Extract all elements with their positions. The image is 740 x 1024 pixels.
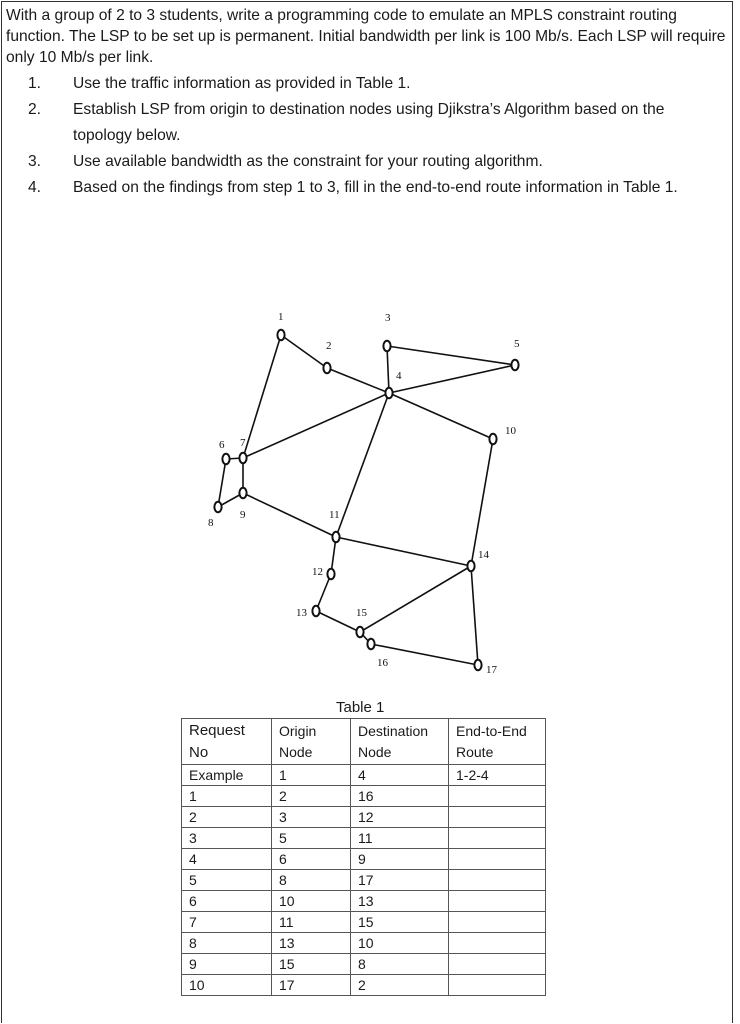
table-row	[182, 807, 546, 828]
header-request-no: Request No	[182, 719, 272, 765]
node-9	[239, 488, 246, 498]
instruction-step	[28, 97, 718, 149]
cell-destination-node: 16	[351, 786, 449, 807]
cell-end-to-end-route[interactable]	[449, 954, 546, 975]
instruction-step	[28, 71, 718, 97]
cell-destination-node: 11	[351, 828, 449, 849]
step-text: Based on the findings from step 1 to 3, fill in the end-to-end route information in Table 1.	[73, 179, 678, 196]
table-caption: Table 1	[336, 699, 385, 716]
header-origin-node: Origin Node	[272, 719, 351, 765]
cell-destination-node: 8	[351, 954, 449, 975]
table-row	[182, 975, 546, 996]
step-number: 1.	[28, 75, 42, 92]
cell-origin-node: 1	[272, 765, 351, 786]
link-6-8	[218, 459, 226, 507]
node-label-12: 12	[312, 566, 323, 578]
intro-paragraph: With a group of 2 to 3 students, write a programming code to emulate an MPLS constraint routing function. The LSP to be set up is permanent. Initial bandwidth per link is 100 Mb/s. Each LSP will require only 10 Mb/s per link.	[6, 7, 726, 66]
step-number: 4.	[28, 179, 42, 196]
cell-request-no: 3	[182, 828, 272, 849]
instruction-list	[28, 71, 718, 201]
table-row	[182, 786, 546, 807]
step-number: 3.	[28, 153, 42, 170]
node-label-3: 3	[385, 312, 391, 324]
cell-request-no: 2	[182, 807, 272, 828]
link-9-11	[243, 493, 336, 537]
route-table	[181, 718, 546, 996]
cell-request-no: 9	[182, 954, 272, 975]
cell-end-to-end-route[interactable]	[449, 849, 546, 870]
node-label-13: 13	[296, 607, 307, 619]
cell-origin-node: 10	[272, 891, 351, 912]
node-7	[239, 453, 246, 463]
node-17	[474, 660, 481, 670]
table-row	[182, 933, 546, 954]
node-3	[383, 341, 390, 351]
cell-origin-node: 11	[272, 912, 351, 933]
node-label-1: 1	[278, 311, 284, 323]
table-row	[182, 870, 546, 891]
node-16	[367, 639, 374, 649]
cell-request-no: Example	[182, 765, 272, 786]
node-label-4: 4	[396, 370, 402, 382]
cell-end-to-end-route[interactable]	[449, 891, 546, 912]
node-label-15: 15	[356, 607, 367, 619]
node-label-2: 2	[326, 340, 332, 352]
cell-origin-node: 15	[272, 954, 351, 975]
cell-request-no: 7	[182, 912, 272, 933]
link-11-14	[336, 537, 471, 566]
header-end-to-end-route: End-to-End Route	[449, 719, 546, 765]
link-4-11	[336, 393, 389, 537]
cell-end-to-end-route[interactable]	[449, 807, 546, 828]
node-8	[214, 502, 221, 512]
cell-end-to-end-route[interactable]	[449, 933, 546, 954]
cell-end-to-end-route[interactable]	[449, 828, 546, 849]
cell-end-to-end-route[interactable]	[449, 870, 546, 891]
node-label-7: 7	[240, 437, 246, 449]
topology-node-labels	[208, 311, 520, 676]
node-13	[312, 606, 319, 616]
node-15	[356, 627, 363, 637]
instruction-step	[28, 149, 718, 175]
cell-destination-node: 15	[351, 912, 449, 933]
cell-origin-node: 3	[272, 807, 351, 828]
node-label-14: 14	[478, 549, 489, 561]
node-4	[385, 388, 392, 398]
node-label-17: 17	[486, 664, 497, 676]
cell-origin-node: 13	[272, 933, 351, 954]
link-14-15	[360, 566, 471, 632]
link-10-14	[471, 439, 493, 566]
node-label-5: 5	[514, 338, 520, 350]
node-label-16: 16	[377, 657, 388, 669]
node-label-11: 11	[329, 509, 340, 521]
instruction-step	[28, 175, 718, 201]
link-2-4	[327, 368, 389, 393]
cell-destination-node: 4	[351, 765, 449, 786]
step-text: Use available bandwidth as the constraint for your routing algorithm.	[73, 153, 543, 170]
cell-request-no: 8	[182, 933, 272, 954]
step-text: Establish LSP from origin to destination nodes using Djikstra’s Algorithm based on the topology below.	[73, 101, 665, 144]
node-6	[222, 454, 229, 464]
network-topology-diagram	[0, 240, 740, 690]
cell-origin-node: 17	[272, 975, 351, 996]
node-2	[323, 363, 330, 373]
table-row	[182, 891, 546, 912]
link-1-7	[243, 335, 281, 458]
header-destination-node: Destination Node	[351, 719, 449, 765]
link-13-15	[316, 611, 360, 632]
link-14-17	[471, 566, 478, 665]
cell-end-to-end-route[interactable]	[449, 912, 546, 933]
node-1	[277, 330, 284, 340]
cell-origin-node: 5	[272, 828, 351, 849]
table-row	[182, 828, 546, 849]
cell-origin-node: 8	[272, 870, 351, 891]
node-11	[332, 532, 339, 542]
cell-destination-node: 17	[351, 870, 449, 891]
link-1-2	[281, 335, 327, 368]
link-3-5	[387, 346, 515, 365]
node-12	[327, 569, 334, 579]
link-4-7	[243, 393, 389, 458]
node-label-9: 9	[240, 509, 246, 521]
table-row	[182, 765, 546, 786]
cell-end-to-end-route[interactable]	[449, 975, 546, 996]
table-row	[182, 954, 546, 975]
table-header-row	[182, 719, 546, 765]
node-5	[511, 360, 518, 370]
table-row	[182, 849, 546, 870]
link-4-5	[389, 365, 515, 393]
cell-request-no: 4	[182, 849, 272, 870]
step-number: 2.	[28, 101, 42, 118]
cell-request-no: 10	[182, 975, 272, 996]
node-14	[467, 561, 474, 571]
step-text: Use the traffic information as provided in Table 1.	[73, 75, 411, 92]
node-label-6: 6	[219, 439, 225, 451]
cell-end-to-end-route[interactable]	[449, 786, 546, 807]
cell-request-no: 5	[182, 870, 272, 891]
cell-origin-node: 6	[272, 849, 351, 870]
node-label-10: 10	[505, 425, 516, 437]
cell-request-no: 1	[182, 786, 272, 807]
link-4-10	[389, 393, 493, 439]
cell-destination-node: 2	[351, 975, 449, 996]
cell-destination-node: 13	[351, 891, 449, 912]
table-row	[182, 912, 546, 933]
cell-origin-node: 2	[272, 786, 351, 807]
cell-destination-node: 9	[351, 849, 449, 870]
cell-request-no: 6	[182, 891, 272, 912]
cell-destination-node: 12	[351, 807, 449, 828]
cell-end-to-end-route[interactable]: 1-2-4	[449, 765, 546, 786]
node-label-8: 8	[208, 517, 214, 529]
node-10	[489, 434, 496, 444]
cell-destination-node: 10	[351, 933, 449, 954]
link-12-13	[316, 574, 331, 611]
topology-nodes	[214, 330, 518, 670]
link-3-4	[387, 346, 389, 393]
